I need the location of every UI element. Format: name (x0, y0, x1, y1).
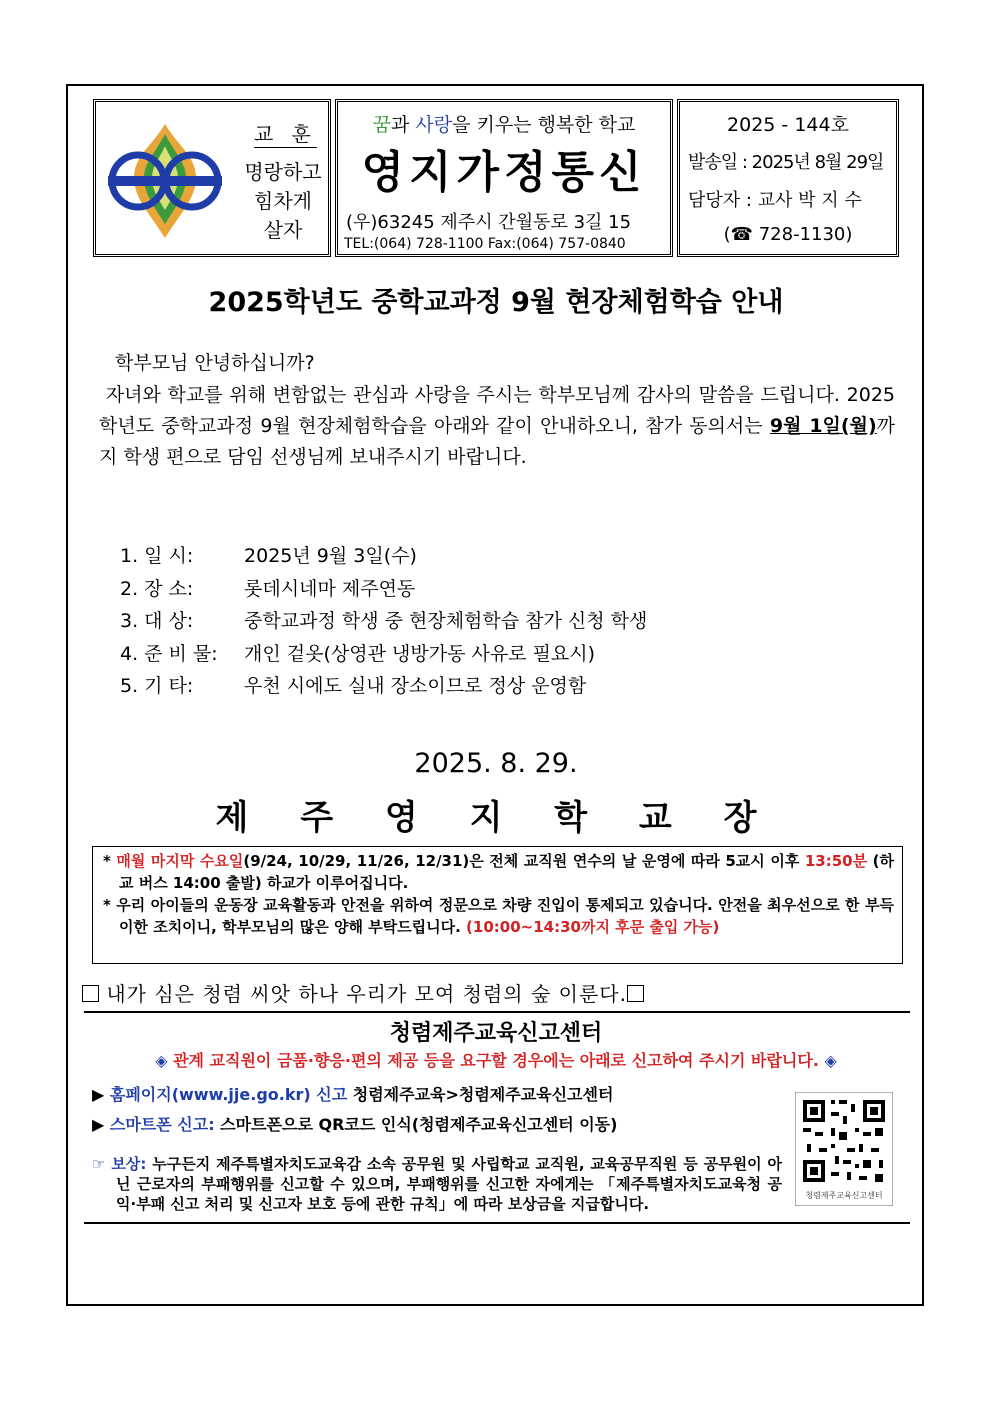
pointing-hand-icon: ☞ (92, 1155, 106, 1173)
notice-highlight: (10:00~14:30까지 후문 출입 가능) (466, 918, 720, 936)
issue-number: 2025 - 144호 (727, 114, 849, 136)
item-value: 우천 시에도 실내 장소이므로 정상 운영함 (244, 675, 587, 697)
list-item (120, 540, 647, 573)
item-label: 1. 일 시: (120, 545, 194, 567)
notice-item (103, 894, 894, 938)
school-principal: 제 주 영 지 학 교 장 (215, 798, 777, 838)
reward-text (92, 1154, 782, 1214)
report-path: 청렴제주교육>청렴제주교육신고센터 (347, 1085, 614, 1104)
report-sub-text: 관계 교직원이 금품·향응·편의 제공 등을 요구할 경우에는 아래로 신고하여 주시기 바랍니다. (167, 1051, 825, 1070)
page-title: 2025학년도 중학교과정 9월 현장체험학습 안내 (208, 287, 784, 318)
item-label: 3. 대 상: (120, 610, 194, 632)
list-item (120, 638, 647, 671)
header (93, 99, 899, 257)
slogan-word: 꿈 (372, 114, 391, 136)
checkbox-square-icon (82, 985, 99, 1002)
item-value: 롯데시네마 제주연동 (244, 577, 416, 600)
motto-box (93, 99, 331, 257)
smartphone-label: 스마트폰 신고: (104, 1115, 215, 1134)
deadline: 9월 1일(월) (769, 415, 877, 437)
slogan-word: 사랑 (415, 114, 453, 136)
school-tel: TEL:(064) 728-1100 Fax:(064) 757-0840 (344, 236, 626, 252)
list-item (120, 573, 647, 606)
checkbox-square-icon (627, 985, 644, 1002)
item-label: 2. 장 소: (120, 577, 194, 600)
qr-caption: 청렴제주교육신고센터 (805, 1191, 883, 1200)
arrow-icon: ▶ (92, 1085, 105, 1104)
notice-item (103, 850, 894, 894)
greeting: 학부모님 안녕하십니까? (115, 352, 315, 374)
body-paragraph (99, 380, 895, 473)
motto-title: 교 훈 (254, 118, 317, 148)
divider (84, 1011, 910, 1013)
homepage-link[interactable]: 홈페이지(www.jje.go.kr) 신고 (104, 1085, 348, 1104)
slogan-word: 을 키우는 행복한 학교 (452, 114, 636, 136)
motto-line: 힘차게 (254, 189, 312, 213)
item-value: 2025년 9월 3일(수) (244, 545, 417, 567)
diamond-icon: ◈ (155, 1051, 168, 1070)
report-line-smartphone (92, 1112, 617, 1135)
list-item (120, 605, 647, 638)
report-center-subtitle (0, 1048, 992, 1071)
body-text: 까지 학생 편으로 담임 선생님께 보내주시기 바랍니다. (99, 415, 895, 468)
diamond-icon: ◈ (824, 1051, 837, 1070)
details-list (120, 540, 647, 703)
phone: (☎ 728-1130) (723, 224, 853, 245)
manager: 담당자 : 교사 박 지 수 (688, 190, 862, 211)
report-center-title: 청렴제주교육신고센터 (389, 1021, 603, 1046)
pledge-text: 내가 심은 청렴 씨앗 하나 우리가 모여 청렴의 숲 이룬다. (99, 982, 627, 1006)
slogan-word: 과 (390, 114, 416, 136)
reward-body: 누구든지 제주특별자치도교육감 소속 공무원 및 사립학교 교직원, 교육공무직원 등 공무원이 아닌 근로자의 부패행위를 신고할 수 있으며, 부패행위를 신고한 자에게는 「제주특별자치도교육청 공익·부패 신고 처리 및 신고자 보호 등에 관한 규칙」에 따라 보상금을 지급합니다. (116, 1155, 782, 1213)
reward-paragraph (92, 1154, 782, 1214)
report-line-homepage (92, 1082, 613, 1105)
list-item (120, 670, 647, 703)
school-address: (우)63245 제주시 간월동로 3길 15 (346, 212, 632, 233)
notice-text: (하교 버스 14:00 출발) 하교가 이루어집니다. (119, 852, 894, 892)
divider (84, 1222, 910, 1224)
reward-label: 보상: (105, 1155, 147, 1173)
notice-text: * 우리 아이들의 운동장 교육활동과 안전을 위하여 정문으로 차량 진입이 통제되고 있습니다. 안전을 최우선으로 한 부득이한 조치이니, 학부모님의 많은 양해 부탁드립니다. (103, 896, 894, 936)
notice-highlight: 13:50분 (804, 852, 868, 870)
item-value: 중학교과정 학생 중 현장체험학습 참가 신청 학생 (244, 610, 648, 632)
newsletter-title: 영지가정통신 (361, 147, 647, 198)
issue-box (677, 99, 899, 257)
body-text: 자녀와 학교를 위해 변함없는 관심과 사랑을 주시는 학부모님께 감사의 말씀을 드립니다. 2025학년도 중학교과정 9월 현장체험학습을 아래와 같이 안내하오니, 참가 동의서는 (99, 384, 896, 437)
item-label: 4. 준 비 물: (120, 642, 218, 665)
notice-highlight: 매월 마지막 수요일 (116, 852, 244, 870)
notice-text: (9/24, 10/29, 11/26, 12/31)은 전체 교직원 연수의 날 운영에 따라 5교시 이후 (243, 852, 805, 870)
slogan (338, 110, 670, 137)
notice-bullet: * (103, 852, 117, 870)
qr-code-icon[interactable] (795, 1092, 893, 1206)
document-date: 2025. 8. 29. (414, 748, 578, 779)
motto-line: 명랑하고 (244, 160, 322, 184)
item-label: 5. 기 타: (120, 675, 194, 697)
sent-date: 발송일 : 2025년 8월 29일 (688, 152, 884, 173)
integrity-pledge (82, 978, 644, 1007)
arrow-icon: ▶ (92, 1115, 105, 1134)
notice-box (92, 846, 903, 964)
school-logo-icon (100, 116, 230, 246)
item-value: 개인 겉옷(상영관 냉방가동 사유로 필요시) (244, 642, 596, 665)
title-box (335, 99, 673, 257)
motto-line: 살자 (263, 218, 303, 242)
motto-text (236, 158, 330, 245)
smartphone-text: 스마트폰으로 QR코드 인식(청렴제주교육신고센터 이동) (214, 1115, 618, 1134)
